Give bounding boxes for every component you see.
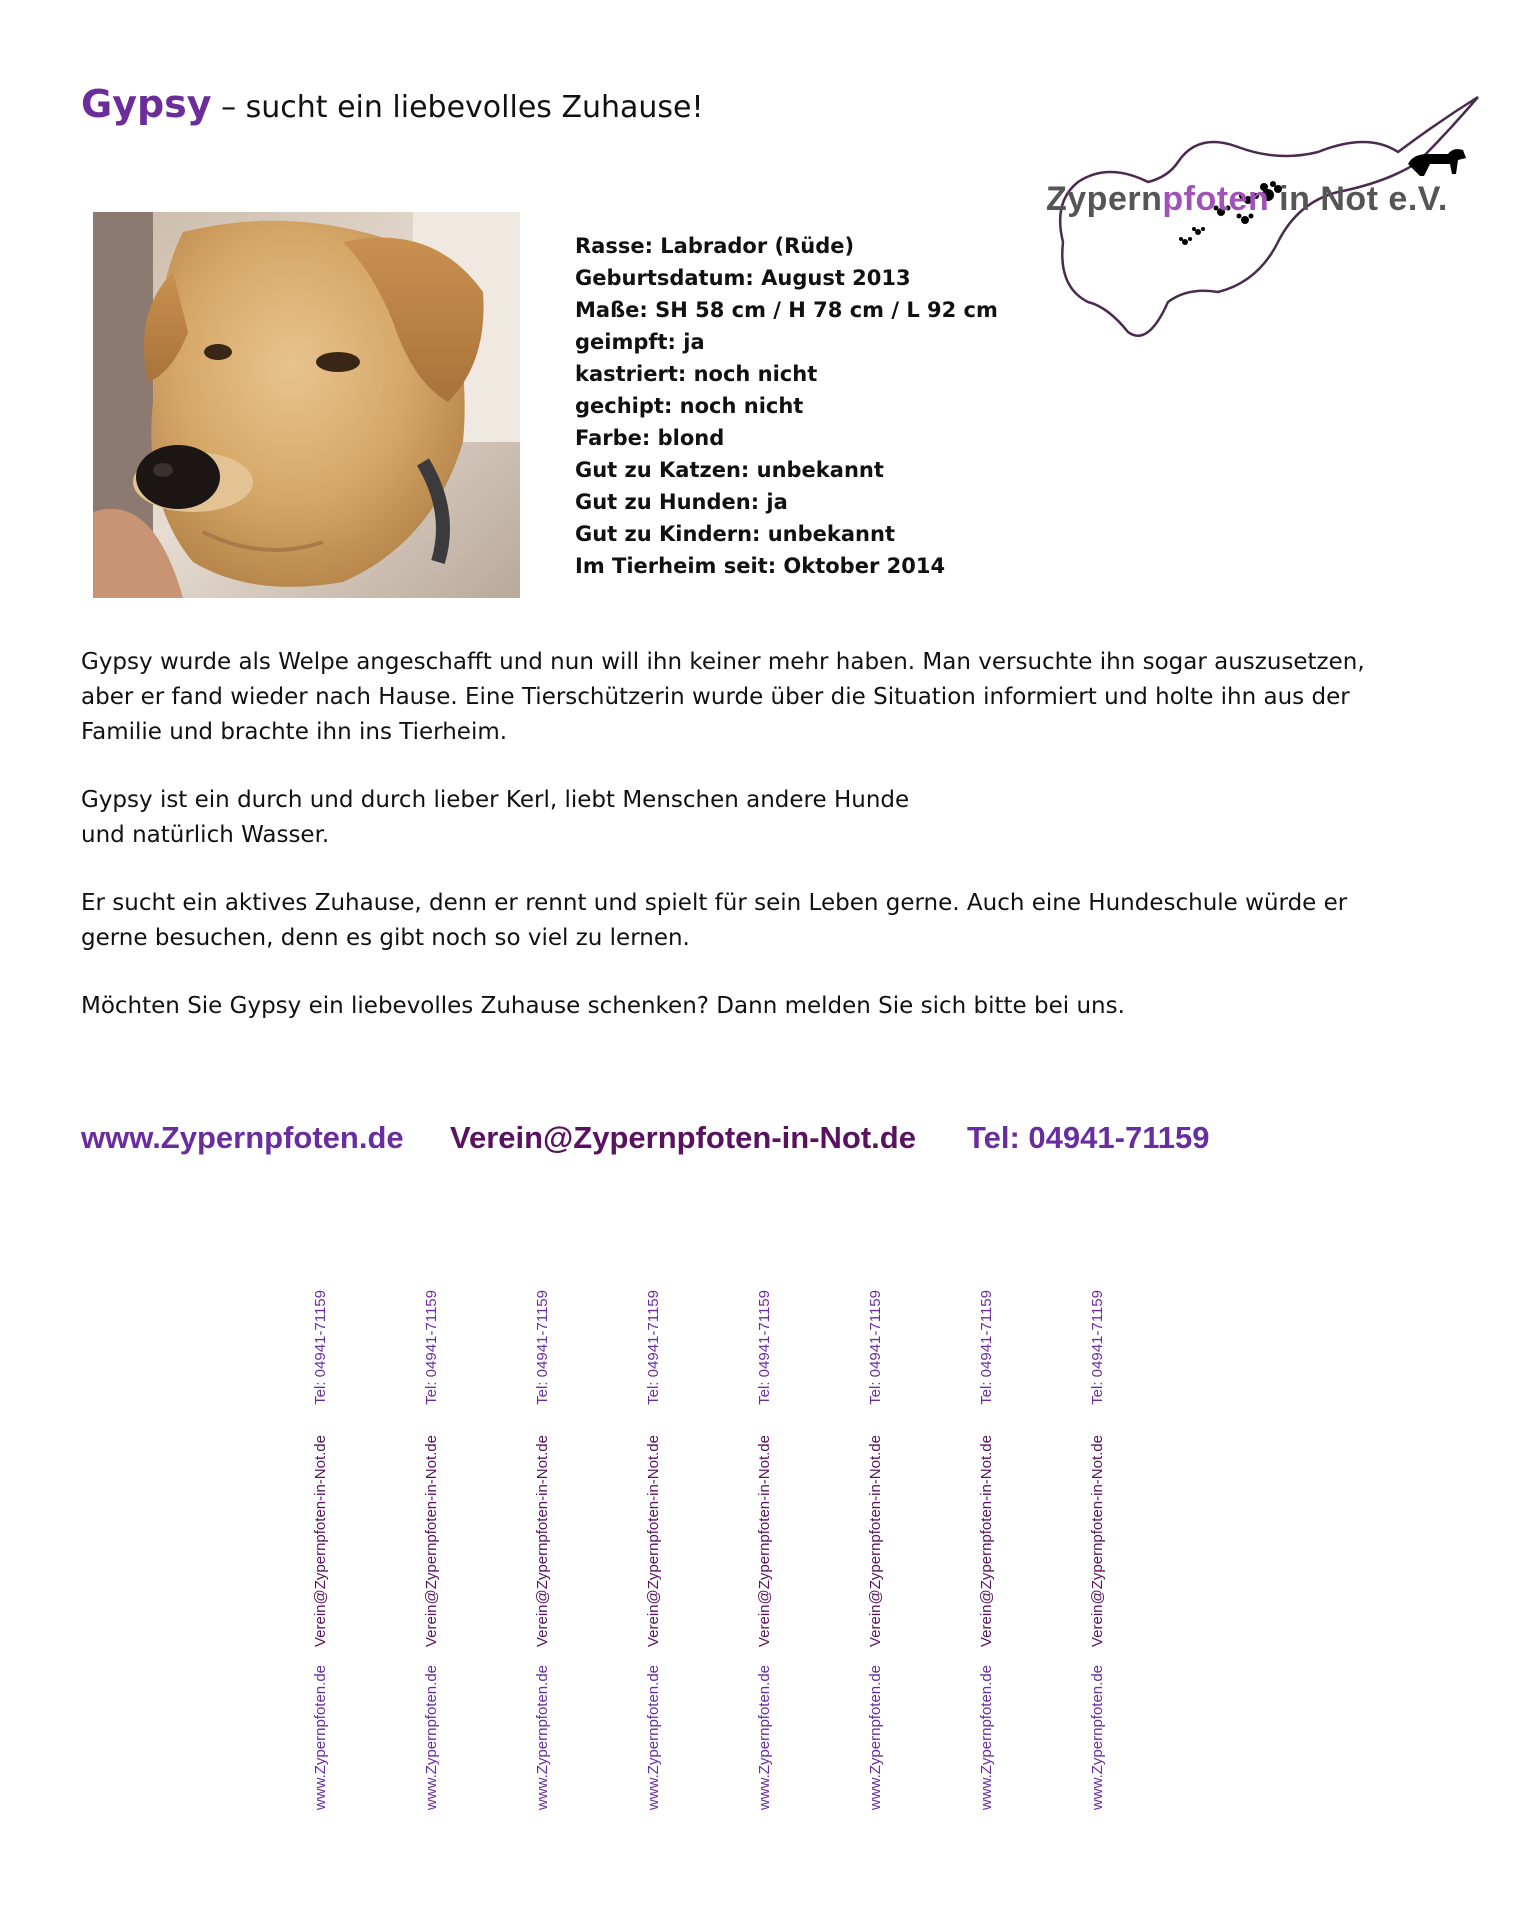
description bbox=[81, 645, 1371, 1057]
paragraph-needs: Er sucht ein aktives Zuhause, denn er rennt und spielt für sein Leben gerne. Auch eine Hundeschule würde er gerne besuchen, denn es gibt noch so viel zu lernen. bbox=[81, 890, 1348, 951]
contact-website[interactable]: www.Zypernpfoten.de bbox=[81, 1120, 404, 1155]
dog-silhouette-icon bbox=[1408, 149, 1466, 176]
fact-neutered: kastriert: noch nicht bbox=[575, 362, 818, 386]
tear-strip: Tel: 04941-71159 Verein@Zypernpfoten-in-Not.de www.Zypernpfoten.de bbox=[978, 1290, 995, 1811]
tear-strip: Tel: 04941-71159 Verein@Zypernpfoten-in-Not.de www.Zypernpfoten.de bbox=[534, 1290, 551, 1811]
paragraph-personality: Gypsy ist ein durch und durch lieber Kerl, liebt Menschen andere Hunde und natürlich Wasser. bbox=[81, 787, 910, 848]
logo-wordmark: Zypernpfoten in Not e.V. bbox=[1046, 180, 1448, 218]
fact-vaccinated: geimpft: ja bbox=[575, 330, 705, 354]
fact-cats: Gut zu Katzen: unbekannt bbox=[575, 458, 884, 482]
fact-color: Farbe: blond bbox=[575, 426, 725, 450]
fact-list bbox=[575, 230, 998, 582]
tear-strip: Tel: 04941-71159 Verein@Zypernpfoten-in-Not.de www.Zypernpfoten.de bbox=[867, 1290, 884, 1811]
organization-logo bbox=[1038, 92, 1483, 357]
paragraph-history: Gypsy wurde als Welpe angeschafft und nun will ihn keiner mehr haben. Man versuchte ihn sogar auszusetzen, aber er fand wieder nach Hause. Eine Tierschützerin wurde über die Situation informiert und holte ihn aus der Familie und brachte ihn ins Tierheim. bbox=[81, 649, 1365, 745]
tear-strip: Tel: 04941-71159 Verein@Zypernpfoten-in-Not.de www.Zypernpfoten.de bbox=[423, 1290, 440, 1811]
contact-email[interactable]: Verein@Zypernpfoten-in-Not.de bbox=[450, 1120, 916, 1155]
fact-measurements: Maße: SH 58 cm / H 78 cm / L 92 cm bbox=[575, 298, 998, 322]
fact-kids: Gut zu Kindern: unbekannt bbox=[575, 522, 895, 546]
fact-chipped: gechipt: noch nicht bbox=[575, 394, 804, 418]
tear-strip: Tel: 04941-71159 Verein@Zypernpfoten-in-Not.de www.Zypernpfoten.de bbox=[756, 1290, 773, 1811]
fact-birthdate: Geburtsdatum: August 2013 bbox=[575, 266, 911, 290]
fact-shelter-since: Im Tierheim seit: Oktober 2014 bbox=[575, 554, 946, 578]
fact-breed: Rasse: Labrador (Rüde) bbox=[575, 234, 855, 258]
tear-strip: Tel: 04941-71159 Verein@Zypernpfoten-in-Not.de www.Zypernpfoten.de bbox=[645, 1290, 662, 1811]
page-title bbox=[81, 82, 704, 126]
dog-name: Gypsy bbox=[81, 82, 212, 126]
tear-strip: Tel: 04941-71159 Verein@Zypernpfoten-in-Not.de www.Zypernpfoten.de bbox=[1089, 1290, 1106, 1811]
title-tagline: – sucht ein liebevolles Zuhause! bbox=[211, 90, 704, 125]
tear-strip: Tel: 04941-71159 Verein@Zypernpfoten-in-Not.de www.Zypernpfoten.de bbox=[312, 1290, 329, 1811]
paragraph-call-to-action: Möchten Sie Gypsy ein liebevolles Zuhause schenken? Dann melden Sie sich bitte bei uns. bbox=[81, 993, 1125, 1019]
contact-phone: Tel: 04941-71159 bbox=[967, 1120, 1210, 1155]
fact-dogs: Gut zu Hunden: ja bbox=[575, 490, 788, 514]
dog-photo bbox=[93, 212, 520, 598]
